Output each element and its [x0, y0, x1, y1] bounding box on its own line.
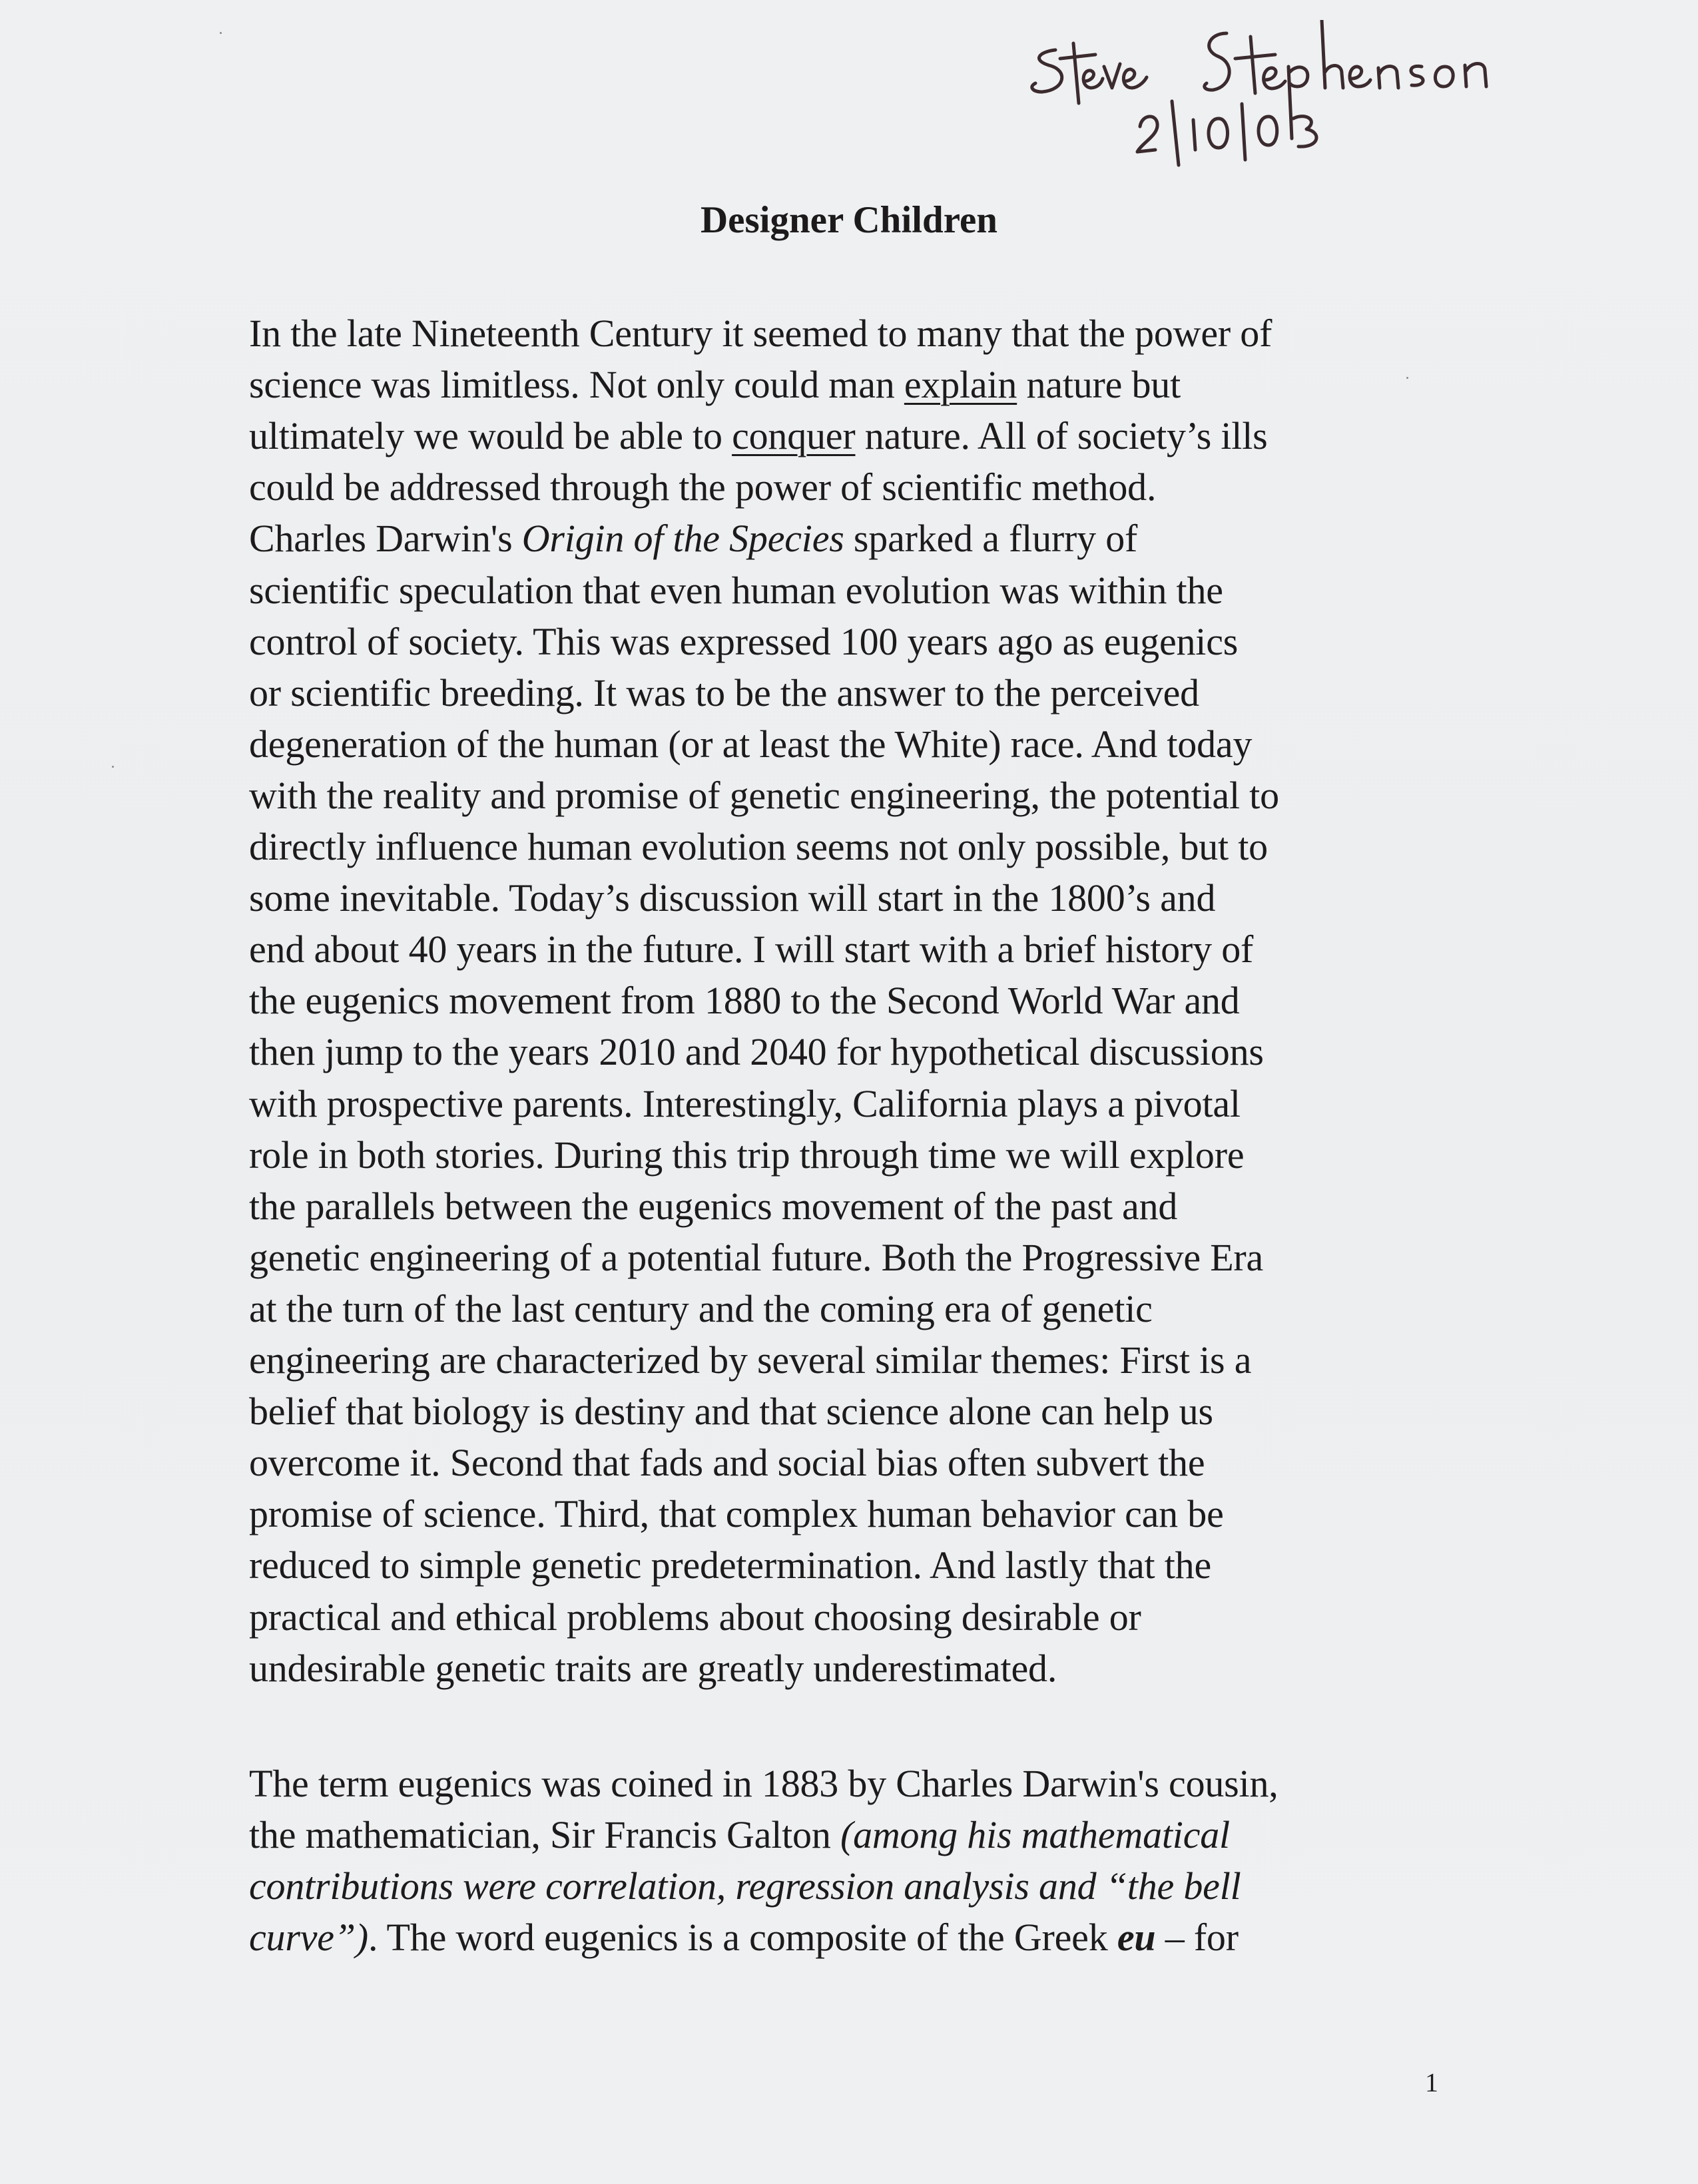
text-run: then jump to the years 2010 and 2040 for hypothetical discussions	[249, 1030, 1264, 1074]
text-run: or scientific breeding. It was to be the answer to the perceived	[249, 671, 1199, 714]
page-number: 1	[1425, 2067, 1438, 2097]
text-line	[249, 1813, 1230, 1857]
text-run: control of society. This was expressed 100 years ago as eugenics	[249, 619, 1239, 663]
text-line	[249, 1492, 1224, 1536]
text-line	[249, 465, 1157, 509]
italic-text: (among his mathematical	[840, 1813, 1230, 1857]
italic-text: contributions were correlation, regression analysis and “the bell	[249, 1864, 1241, 1908]
text-run: ultimately we would be able to	[249, 414, 732, 458]
scan-speck	[220, 32, 222, 34]
text-line	[249, 979, 1240, 1023]
text-line	[249, 1864, 1241, 1908]
text-line	[249, 671, 1199, 714]
text-line	[249, 1081, 1241, 1125]
text-run: the parallels between the eugenics movement of the past and	[249, 1184, 1178, 1228]
text-line	[249, 1030, 1264, 1074]
text-run: reduced to simple genetic predetermination. And lastly that the	[249, 1543, 1212, 1587]
text-line	[249, 722, 1253, 766]
text-line	[249, 414, 1268, 458]
text-line	[249, 1762, 1278, 1805]
text-run: nature but	[1017, 363, 1181, 407]
text-line	[249, 1390, 1213, 1434]
text-line	[249, 876, 1216, 920]
text-run: some inevitable. Today’s discussion will start in the 1800’s and	[249, 876, 1216, 920]
text-run: sparked a flurry of	[844, 517, 1138, 561]
text-line	[249, 825, 1268, 868]
text-run: with the reality and promise of genetic engineering, the potential to	[249, 773, 1279, 817]
text-run: – for	[1155, 1916, 1239, 1960]
text-line	[249, 1184, 1178, 1228]
text-run: practical and ethical problems about choosing desirable or	[249, 1595, 1141, 1639]
text-run: belief that biology is destiny and that science alone can help us	[249, 1390, 1213, 1434]
underlined-text: explain	[904, 363, 1017, 407]
text-run: directly influence human evolution seems not only possible, but to	[249, 825, 1268, 868]
text-line	[249, 517, 1138, 561]
text-line	[249, 1916, 1239, 1960]
text-line	[249, 1595, 1141, 1639]
text-run: undesirable genetic traits are greatly underestimated.	[249, 1646, 1057, 1690]
bold-italic-text: eu	[1117, 1916, 1156, 1960]
text-run: In the late Nineteenth Century it seemed to many that the power of	[249, 312, 1273, 355]
text-run: degeneration of the human (or at least the White) race. And today	[249, 722, 1253, 766]
text-run: engineering are characterized by several similar themes: First is a	[249, 1338, 1252, 1382]
text-run: . The word eugenics is a composite of the Greek	[368, 1916, 1117, 1960]
text-run: role in both stories. During this trip through time we will explore	[249, 1133, 1245, 1177]
text-line	[249, 1235, 1264, 1279]
text-run: promise of science. Third, that complex human behavior can be	[249, 1492, 1224, 1536]
handwritten-annotation	[1019, 20, 1498, 173]
text-line	[249, 1543, 1212, 1587]
text-line	[249, 773, 1279, 817]
scan-speck	[1406, 377, 1408, 379]
text-line	[249, 1338, 1252, 1382]
text-run: the mathematician, Sir Francis Galton	[249, 1813, 840, 1857]
text-line	[249, 1441, 1205, 1485]
text-line	[249, 1286, 1153, 1330]
text-run: at the turn of the last century and the coming era of genetic	[249, 1286, 1153, 1330]
italic-text: Origin of the Species	[521, 517, 844, 561]
underlined-text: conquer	[732, 414, 856, 458]
document-title: Designer Children	[700, 199, 997, 241]
text-run: genetic engineering of a potential future. Both the Progressive Era	[249, 1235, 1264, 1279]
text-run: nature. All of society’s ills	[855, 414, 1268, 458]
text-run: end about 40 years in the future. I will start with a brief history of	[249, 928, 1254, 971]
text-line	[249, 363, 1181, 407]
text-line	[249, 1133, 1245, 1177]
text-run: overcome it. Second that fads and social bias often subvert the	[249, 1441, 1205, 1485]
text-line	[249, 1646, 1057, 1690]
italic-text: curve”)	[249, 1916, 368, 1960]
handwritten-signature-drawing	[1019, 20, 1498, 173]
text-line	[249, 619, 1239, 663]
text-run: could be addressed through the power of scientific method.	[249, 465, 1157, 509]
scan-speck	[112, 766, 114, 768]
text-run: the eugenics movement from 1880 to the Second World War and	[249, 979, 1240, 1023]
text-run: Charles Darwin's	[249, 517, 522, 561]
text-line	[249, 930, 1253, 969]
text-run: with prospective parents. Interestingly, California plays a pivotal	[249, 1081, 1241, 1125]
text-run: science was limitless. Not only could man	[249, 363, 904, 407]
text-run: scientific speculation that even human evolution was within the	[249, 568, 1223, 612]
text-run: The term eugenics was coined in 1883 by Charles Darwin's cousin,	[249, 1762, 1278, 1805]
text-line	[249, 568, 1223, 612]
text-line	[249, 314, 1272, 353]
